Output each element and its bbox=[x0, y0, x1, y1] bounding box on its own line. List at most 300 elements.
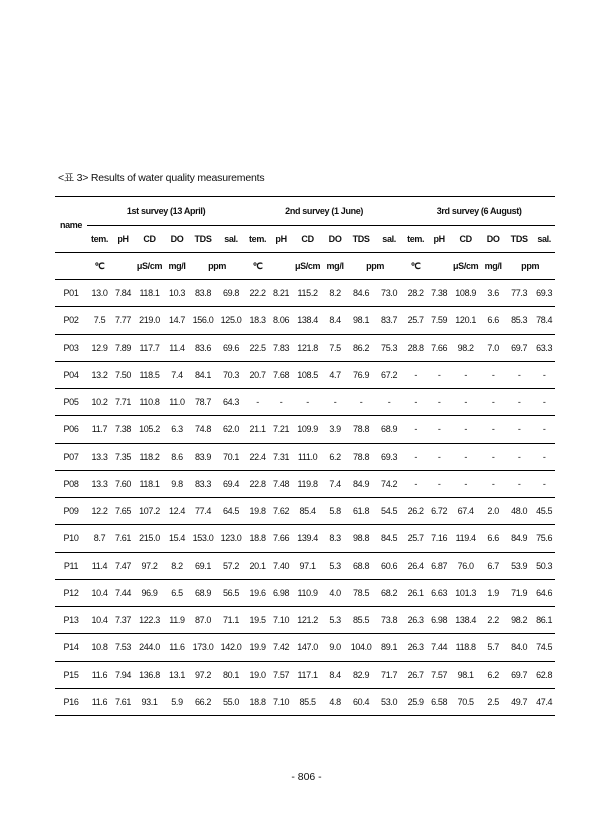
row-name-cell: P01 bbox=[63, 288, 79, 299]
table-row bbox=[55, 634, 555, 661]
value-cell: - bbox=[256, 397, 259, 408]
value-cell: 7.57 bbox=[431, 669, 448, 680]
row-name-cell: P03 bbox=[63, 342, 79, 353]
value-cell: - bbox=[517, 369, 521, 380]
param-header: pH bbox=[275, 234, 287, 244]
value-cell: 56.5 bbox=[222, 587, 240, 598]
value-cell: 5.3 bbox=[329, 560, 341, 571]
value-cell: 101.3 bbox=[455, 587, 477, 598]
value-cell: 6.6 bbox=[487, 315, 499, 326]
value-cell: 71.7 bbox=[381, 669, 398, 680]
value-cell: 7.5 bbox=[329, 342, 341, 353]
value-cell: - bbox=[491, 424, 495, 435]
value-cell: 93.1 bbox=[141, 696, 158, 707]
value-cell: 111.0 bbox=[297, 451, 318, 462]
value-cell: 87.0 bbox=[194, 615, 212, 626]
value-cell: 10.4 bbox=[91, 615, 108, 626]
value-cell: 6.98 bbox=[273, 587, 290, 598]
table-row bbox=[55, 443, 555, 470]
water-quality-table bbox=[55, 196, 555, 716]
value-cell: 83.8 bbox=[194, 288, 212, 299]
value-cell: - bbox=[437, 424, 441, 435]
value-cell: 73.8 bbox=[381, 615, 398, 626]
row-name-cell: P02 bbox=[63, 315, 79, 326]
value-cell: 68.9 bbox=[194, 587, 212, 598]
value-cell: 19.8 bbox=[249, 506, 266, 517]
value-cell: 12.9 bbox=[91, 342, 108, 353]
value-cell: - bbox=[464, 451, 467, 462]
value-cell: 123.0 bbox=[220, 533, 242, 544]
value-cell: 142.0 bbox=[220, 642, 242, 653]
value-cell: 80.1 bbox=[222, 669, 240, 680]
unit-label: ppm bbox=[521, 261, 540, 271]
value-cell: 118.8 bbox=[455, 642, 476, 653]
value-cell: 77.4 bbox=[194, 506, 212, 517]
unit-label: mg/l bbox=[168, 261, 186, 271]
value-cell: 7.65 bbox=[114, 506, 132, 517]
value-cell: 6.2 bbox=[487, 669, 499, 680]
value-cell: 7.4 bbox=[329, 478, 341, 489]
value-cell: 96.9 bbox=[141, 587, 158, 598]
table-row bbox=[55, 334, 555, 361]
value-cell: 25.7 bbox=[407, 533, 424, 544]
unit-label: ℃ bbox=[94, 260, 105, 271]
value-cell: 84.9 bbox=[511, 533, 528, 544]
value-cell: - bbox=[414, 369, 417, 380]
param-header: pH bbox=[117, 234, 129, 244]
value-cell: 84.9 bbox=[353, 478, 370, 489]
value-cell: 85.5 bbox=[299, 696, 316, 707]
value-cell: 78.8 bbox=[353, 451, 370, 462]
survey-3-header: 3rd survey (6 August) bbox=[436, 206, 522, 216]
value-cell: 50.3 bbox=[536, 560, 553, 571]
value-cell: 7.62 bbox=[273, 506, 290, 517]
value-cell: 7.61 bbox=[114, 533, 132, 544]
value-cell: - bbox=[464, 397, 467, 408]
value-cell: 62.8 bbox=[536, 669, 553, 680]
param-header: sal. bbox=[537, 234, 551, 244]
value-cell: 11.7 bbox=[91, 424, 108, 435]
value-cell: 13.3 bbox=[91, 478, 108, 489]
value-cell: 84.0 bbox=[511, 642, 528, 653]
value-cell: 7.4 bbox=[171, 369, 183, 380]
value-cell: 7.59 bbox=[431, 315, 448, 326]
value-cell: 26.1 bbox=[407, 587, 424, 598]
value-cell: 49.7 bbox=[511, 696, 528, 707]
value-cell: 82.9 bbox=[353, 669, 370, 680]
value-cell: 119.4 bbox=[455, 533, 476, 544]
value-cell: 6.58 bbox=[431, 696, 448, 707]
value-cell: 62.0 bbox=[222, 424, 240, 435]
value-cell: 71.9 bbox=[511, 587, 528, 598]
table-row bbox=[55, 280, 555, 307]
value-cell: 57.2 bbox=[222, 560, 240, 571]
value-cell: - bbox=[491, 369, 495, 380]
value-cell: 25.7 bbox=[407, 315, 424, 326]
param-header: TDS bbox=[510, 234, 528, 244]
value-cell: 6.72 bbox=[431, 506, 448, 517]
value-cell: 7.53 bbox=[114, 642, 132, 653]
value-cell: 7.44 bbox=[431, 642, 448, 653]
value-cell: - bbox=[333, 397, 337, 408]
value-cell: 7.48 bbox=[273, 478, 290, 489]
value-cell: 8.7 bbox=[93, 533, 106, 544]
value-cell: 136.8 bbox=[139, 669, 160, 680]
value-cell: 18.8 bbox=[249, 696, 266, 707]
value-cell: 83.9 bbox=[194, 451, 212, 462]
value-cell: 7.94 bbox=[114, 669, 132, 680]
value-cell: 8.6 bbox=[171, 451, 183, 462]
value-cell: 7.10 bbox=[273, 615, 290, 626]
value-cell: 83.6 bbox=[194, 342, 212, 353]
param-header: CD bbox=[301, 234, 314, 244]
value-cell: 74.2 bbox=[381, 478, 398, 489]
value-cell: 7.31 bbox=[273, 451, 290, 462]
table-row bbox=[55, 579, 555, 606]
value-cell: 11.6 bbox=[91, 696, 108, 707]
value-cell: 89.1 bbox=[381, 642, 398, 653]
value-cell: 9.0 bbox=[329, 642, 341, 653]
value-cell: 110.8 bbox=[139, 397, 160, 408]
row-name-cell: P04 bbox=[63, 369, 79, 380]
param-header: tem. bbox=[407, 234, 425, 244]
value-cell: 6.3 bbox=[171, 424, 183, 435]
value-cell: 1.9 bbox=[487, 587, 499, 598]
value-cell: 74.5 bbox=[536, 642, 553, 653]
param-header: tem. bbox=[90, 234, 109, 244]
value-cell: 28.8 bbox=[407, 342, 424, 353]
value-cell: 117.1 bbox=[297, 669, 318, 680]
table-row bbox=[55, 389, 555, 416]
value-cell: - bbox=[491, 451, 495, 462]
value-cell: 4.7 bbox=[329, 369, 341, 380]
value-cell: 7.61 bbox=[114, 696, 132, 707]
param-header: DO bbox=[170, 234, 184, 244]
value-cell: 84.1 bbox=[194, 369, 212, 380]
value-cell: - bbox=[517, 397, 521, 408]
value-cell: 28.2 bbox=[407, 288, 424, 299]
value-cell: 10.8 bbox=[91, 642, 108, 653]
value-cell: - bbox=[387, 397, 391, 408]
value-cell: 8.3 bbox=[329, 533, 341, 544]
param-header: TDS bbox=[352, 234, 370, 244]
value-cell: - bbox=[414, 397, 417, 408]
value-cell: 5.7 bbox=[487, 642, 499, 653]
value-cell: 22.8 bbox=[249, 478, 266, 489]
value-cell: 7.50 bbox=[114, 369, 132, 380]
value-cell: 118.5 bbox=[139, 369, 160, 380]
value-cell: 60.4 bbox=[353, 696, 370, 707]
value-cell: 26.4 bbox=[407, 560, 424, 571]
table-row bbox=[55, 498, 555, 525]
value-cell: 70.3 bbox=[222, 369, 240, 380]
value-cell: 18.8 bbox=[249, 533, 266, 544]
value-cell: 107.2 bbox=[139, 506, 160, 517]
row-name-cell: P11 bbox=[63, 560, 79, 571]
value-cell: 20.7 bbox=[249, 369, 266, 380]
value-cell: 86.1 bbox=[536, 615, 553, 626]
value-cell: 5.3 bbox=[329, 615, 341, 626]
survey-2-header: 2nd survey (1 June) bbox=[285, 206, 364, 216]
unit-label: ppm bbox=[366, 261, 385, 271]
value-cell: 8.4 bbox=[329, 669, 341, 680]
value-cell: 12.4 bbox=[168, 506, 186, 517]
value-cell: 10.2 bbox=[91, 397, 108, 408]
value-cell: 119.8 bbox=[297, 478, 318, 489]
value-cell: 21.1 bbox=[249, 424, 266, 435]
value-cell: 64.6 bbox=[536, 587, 553, 598]
value-cell: 22.2 bbox=[249, 288, 266, 299]
unit-label: mg/l bbox=[326, 261, 344, 271]
value-cell: 7.68 bbox=[273, 369, 290, 380]
value-cell: 215.0 bbox=[139, 533, 160, 544]
value-cell: 7.40 bbox=[273, 560, 290, 571]
row-name-cell: P14 bbox=[63, 642, 79, 653]
value-cell: 8.2 bbox=[329, 288, 341, 299]
value-cell: - bbox=[414, 451, 417, 462]
value-cell: 9.8 bbox=[171, 478, 183, 489]
value-cell: 173.0 bbox=[192, 642, 214, 653]
value-cell: 139.4 bbox=[297, 533, 318, 544]
value-cell: 13.2 bbox=[91, 369, 108, 380]
value-cell: 68.2 bbox=[381, 587, 398, 598]
value-cell: 12.2 bbox=[91, 506, 108, 517]
value-cell: 3.9 bbox=[329, 424, 341, 435]
value-cell: 7.60 bbox=[114, 478, 132, 489]
param-header: TDS bbox=[194, 234, 212, 244]
value-cell: 98.2 bbox=[457, 342, 474, 353]
value-cell: - bbox=[306, 397, 309, 408]
value-cell: 53.9 bbox=[511, 560, 528, 571]
value-cell: 105.2 bbox=[139, 424, 160, 435]
value-cell: 45.5 bbox=[536, 506, 553, 517]
unit-label: ℃ bbox=[252, 260, 263, 271]
param-header: CD bbox=[459, 234, 472, 244]
value-cell: 69.6 bbox=[222, 342, 240, 353]
value-cell: 7.10 bbox=[273, 696, 290, 707]
value-cell: 19.9 bbox=[249, 642, 266, 653]
value-cell: 120.1 bbox=[455, 315, 477, 326]
value-cell: 7.84 bbox=[114, 288, 132, 299]
value-cell: 219.0 bbox=[139, 315, 160, 326]
value-cell: 13.3 bbox=[91, 451, 108, 462]
value-cell: 19.5 bbox=[249, 615, 266, 626]
value-cell: 14.7 bbox=[168, 315, 186, 326]
value-cell: 10.4 bbox=[91, 587, 108, 598]
value-cell: 6.5 bbox=[171, 587, 183, 598]
table-row bbox=[55, 470, 555, 497]
row-name-cell: P13 bbox=[63, 615, 79, 626]
value-cell: 5.8 bbox=[329, 506, 341, 517]
unit-label bbox=[428, 253, 450, 280]
value-cell: 11.4 bbox=[169, 342, 185, 353]
value-cell: 7.37 bbox=[114, 615, 132, 626]
row-name-cell: P15 bbox=[63, 669, 79, 680]
value-cell: 104.0 bbox=[350, 642, 372, 653]
value-cell: 98.1 bbox=[457, 669, 474, 680]
value-cell: 86.2 bbox=[353, 342, 370, 353]
value-cell: 85.3 bbox=[511, 315, 528, 326]
param-header: CD bbox=[143, 234, 156, 244]
value-cell: 69.1 bbox=[194, 560, 212, 571]
value-cell: - bbox=[437, 369, 441, 380]
value-cell: 7.77 bbox=[114, 315, 132, 326]
name-header: name bbox=[59, 219, 83, 230]
value-cell: 121.8 bbox=[297, 342, 318, 353]
value-cell: 69.4 bbox=[222, 478, 240, 489]
table-row bbox=[55, 416, 555, 443]
value-cell: 48.0 bbox=[511, 506, 528, 517]
param-header: DO bbox=[486, 234, 500, 244]
unit-label: ppm bbox=[208, 261, 227, 271]
value-cell: 22.5 bbox=[249, 342, 266, 353]
value-cell: 2.5 bbox=[487, 696, 499, 707]
value-cell: - bbox=[542, 451, 546, 462]
value-cell: 11.4 bbox=[91, 560, 108, 571]
value-cell: 83.7 bbox=[381, 315, 398, 326]
value-cell: 76.0 bbox=[457, 560, 474, 571]
value-cell: 7.38 bbox=[431, 288, 448, 299]
value-cell: 118.2 bbox=[139, 451, 160, 462]
value-cell: 244.0 bbox=[139, 642, 160, 653]
table-row bbox=[55, 552, 555, 579]
row-name-cell: P16 bbox=[63, 696, 79, 707]
value-cell: 118.1 bbox=[139, 288, 160, 299]
value-cell: - bbox=[517, 424, 521, 435]
value-cell: - bbox=[542, 424, 546, 435]
value-cell: 76.9 bbox=[353, 369, 370, 380]
value-cell: 108.5 bbox=[297, 369, 318, 380]
value-cell: 19.6 bbox=[249, 587, 266, 598]
value-cell: 78.5 bbox=[353, 587, 370, 598]
value-cell: 122.3 bbox=[139, 615, 160, 626]
value-cell: 20.1 bbox=[249, 560, 266, 571]
value-cell: - bbox=[542, 369, 546, 380]
value-cell: 2.2 bbox=[487, 615, 499, 626]
value-cell: 97.2 bbox=[194, 669, 212, 680]
value-cell: 69.3 bbox=[536, 288, 553, 299]
param-header: sal. bbox=[382, 234, 396, 244]
value-cell: 69.3 bbox=[381, 451, 398, 462]
value-cell: 5.9 bbox=[171, 696, 183, 707]
value-cell: - bbox=[517, 451, 521, 462]
value-cell: 4.8 bbox=[329, 696, 341, 707]
value-cell: 85.4 bbox=[299, 506, 316, 517]
value-cell: 70.5 bbox=[457, 696, 474, 707]
value-cell: 69.7 bbox=[511, 342, 528, 353]
param-header: DO bbox=[328, 234, 342, 244]
unit-label: ℃ bbox=[410, 260, 421, 271]
row-name-cell: P09 bbox=[63, 506, 79, 517]
value-cell: 75.3 bbox=[381, 342, 398, 353]
value-cell: 85.5 bbox=[353, 615, 370, 626]
unit-label bbox=[112, 253, 134, 280]
value-cell: 68.8 bbox=[353, 560, 370, 571]
unit-label: mg/l bbox=[484, 261, 502, 271]
value-cell: 84.6 bbox=[353, 288, 370, 299]
value-cell: 84.5 bbox=[381, 533, 398, 544]
row-name-cell: P12 bbox=[63, 587, 79, 598]
survey-1-header: 1st survey (13 April) bbox=[126, 206, 206, 216]
table-row bbox=[55, 607, 555, 634]
value-cell: 98.2 bbox=[511, 615, 528, 626]
value-cell: 26.3 bbox=[407, 615, 424, 626]
value-cell: 138.4 bbox=[297, 315, 318, 326]
unit-label: μS/cm bbox=[136, 261, 163, 271]
value-cell: 26.3 bbox=[407, 642, 424, 653]
unit-label bbox=[270, 253, 292, 280]
value-cell: 6.2 bbox=[329, 451, 341, 462]
value-cell: 69.7 bbox=[511, 669, 528, 680]
value-cell: 53.0 bbox=[381, 696, 398, 707]
value-cell: 67.2 bbox=[381, 369, 398, 380]
value-cell: 7.66 bbox=[273, 533, 290, 544]
value-cell: 125.0 bbox=[220, 315, 242, 326]
value-cell: 8.21 bbox=[273, 288, 290, 299]
row-name-cell: P10 bbox=[63, 533, 79, 544]
value-cell: 97.1 bbox=[299, 560, 316, 571]
value-cell: 7.35 bbox=[114, 451, 132, 462]
value-cell: - bbox=[517, 478, 521, 489]
value-cell: 13.1 bbox=[168, 669, 186, 680]
value-cell: 7.57 bbox=[273, 669, 290, 680]
value-cell: 7.66 bbox=[431, 342, 448, 353]
value-cell: 7.71 bbox=[114, 397, 132, 408]
value-cell: 22.4 bbox=[249, 451, 266, 462]
table-row bbox=[55, 661, 555, 688]
value-cell: - bbox=[491, 478, 495, 489]
table-row bbox=[55, 688, 555, 715]
param-header: pH bbox=[433, 234, 445, 244]
value-cell: 66.2 bbox=[194, 696, 212, 707]
value-cell: 7.0 bbox=[487, 342, 499, 353]
value-cell: - bbox=[414, 424, 417, 435]
value-cell: 54.5 bbox=[381, 506, 398, 517]
value-cell: 11.0 bbox=[169, 397, 185, 408]
value-cell: - bbox=[437, 451, 441, 462]
row-name-cell: P08 bbox=[63, 478, 79, 489]
value-cell: 26.7 bbox=[407, 669, 424, 680]
value-cell: 47.4 bbox=[536, 696, 553, 707]
value-cell: 7.38 bbox=[114, 424, 132, 435]
value-cell: - bbox=[464, 369, 467, 380]
value-cell: 98.8 bbox=[353, 533, 370, 544]
value-cell: 6.87 bbox=[431, 560, 448, 571]
unit-label: μS/cm bbox=[294, 261, 321, 271]
value-cell: 68.9 bbox=[381, 424, 398, 435]
value-cell: 147.0 bbox=[297, 642, 318, 653]
value-cell: 108.9 bbox=[455, 288, 477, 299]
value-cell: 74.8 bbox=[194, 424, 212, 435]
value-cell: 7.83 bbox=[273, 342, 290, 353]
value-cell: 7.44 bbox=[114, 587, 132, 598]
value-cell: 156.0 bbox=[192, 315, 214, 326]
value-cell: - bbox=[414, 478, 417, 489]
value-cell: 6.6 bbox=[487, 533, 499, 544]
value-cell: - bbox=[359, 397, 363, 408]
value-cell: 78.4 bbox=[536, 315, 553, 326]
value-cell: 2.0 bbox=[487, 506, 499, 517]
value-cell: 98.1 bbox=[353, 315, 370, 326]
value-cell: 61.8 bbox=[353, 506, 370, 517]
value-cell: 8.4 bbox=[329, 315, 341, 326]
value-cell: 3.6 bbox=[487, 288, 499, 299]
value-cell: 7.42 bbox=[273, 642, 290, 653]
value-cell: 25.9 bbox=[407, 696, 424, 707]
value-cell: 60.6 bbox=[381, 560, 398, 571]
value-cell: 55.0 bbox=[222, 696, 240, 707]
table-body bbox=[55, 280, 555, 716]
